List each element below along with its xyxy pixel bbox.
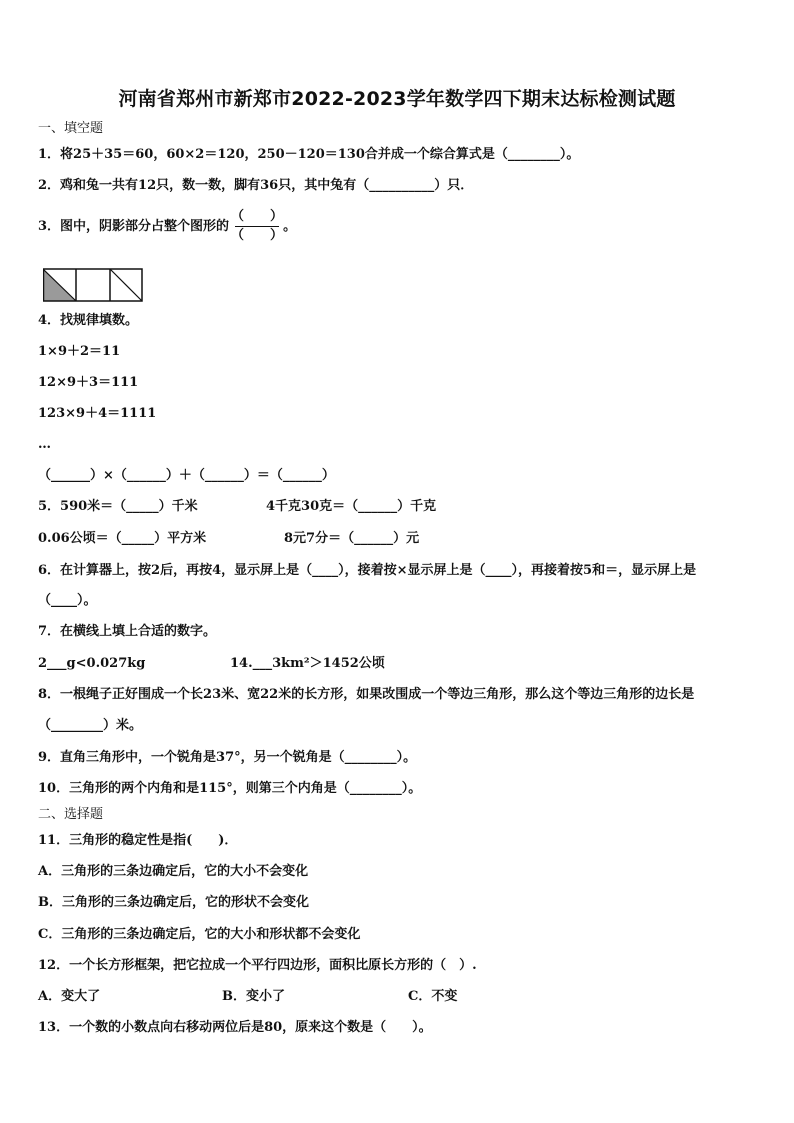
question-6-line-2: （____）。 [38,593,97,608]
pattern-line-2: 12×9＋3＝111 [38,375,139,390]
question-5c: 0.06公顷＝（_____）平方米 [38,531,207,546]
pattern-line-1: 1×9＋2＝11 [38,344,121,359]
question-10: 10．三角形的两个内角和是115°，则第三个内角是（________）。 [38,781,422,796]
question-3-text: 3．图中，阴影部分占整个图形的 [38,219,230,234]
question-13: 13．一个数的小数点向右移动两位后是80，原来这个数是（ ）。 [38,1020,432,1035]
fraction-denominator: （ ） [231,228,284,243]
option-11c: C．三角形的三条边确定后，它的大小和形状都不会变化 [38,927,361,942]
pattern-ellipsis: … [38,437,51,452]
section-heading-fill: 一、填空题 [38,121,104,136]
pattern-line-3: 123×9＋4＝1111 [38,406,157,421]
page-title: 河南省郑州市新郑市2022-2023学年数学四下期末达标检测试题 [118,88,676,110]
question-8-line-1: 8．一根绳子正好围成一个长23米、宽22米的长方形，如果改围成一个等边三角形，那么这个等边三角形的边长是 [38,687,695,702]
question-7a: 2___g<0.027kg [38,656,146,671]
question-5b: 4千克30克＝（______）千克 [266,499,437,514]
question-7b: 14.___3km²＞1452公顷 [230,656,385,671]
option-11b: B．三角形的三条边确定后，它的形状不会变化 [38,895,309,910]
option-11a: A．三角形的三条边确定后，它的大小不会变化 [38,864,309,879]
option-12a: A．变大了 [38,989,101,1004]
question-12: 12．一个长方形框架，把它拉成一个平行四边形，面积比原长方形的（ ）. [38,958,477,973]
question-3 [38,210,296,243]
question-9: 9．直角三角形中，一个锐角是37°，另一个锐角是（________）。 [38,750,417,765]
question-1: 1．将25＋35＝60，60×2＝120，250－120＝130合并成一个综合算式是（________）。 [38,147,580,162]
question-4: 4．找规律填数。 [38,313,139,328]
fraction-blank[interactable] [231,210,283,243]
question-8-line-2: （________）米。 [38,718,143,733]
question-5d: 8元7分＝（______）元 [284,531,420,546]
section-heading-choice: 二、选择题 [38,807,104,822]
fraction-numerator: （ ） [231,209,284,224]
question-3-end: 。 [283,219,297,234]
question-7: 7．在横线上填上合适的数字。 [38,624,217,639]
option-12c: C．不变 [408,989,458,1004]
option-12b: B．变小了 [222,989,285,1004]
question-5a: 5．590米＝（_____）千米 [38,499,198,514]
question-11: 11．三角形的稳定性是指( )． [38,833,238,848]
question-6-line-1: 6．在计算器上，按2后，再按4，显示屏上是（____），接着按×显示屏上是（____），再接着按5和＝，显示屏上是 [38,563,697,578]
question-2: 2．鸡和兔一共有12只，数一数，脚有36只，其中兔有（__________）只． [38,178,474,193]
pattern-answer-line: （______）×（______）＋（______）＝（______） [38,468,335,483]
shaded-squares-figure [43,268,143,302]
fraction-bar [235,226,279,227]
